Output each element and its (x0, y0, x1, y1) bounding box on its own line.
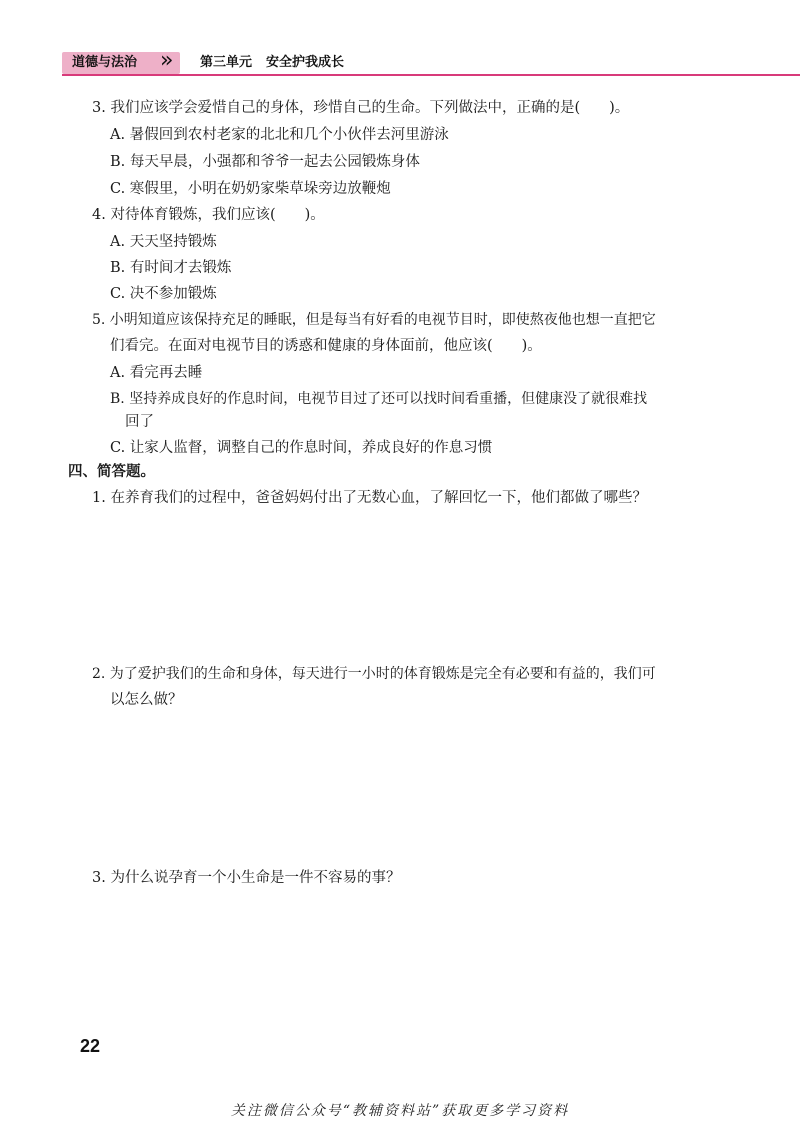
question-5-stem-line2: 们看完。在面对电视节目的诱惑和健康的身体面前，他应该( )。 (110, 338, 542, 354)
unit-heading (200, 53, 358, 73)
question-5-option-c: C. 让家人监督，调整自己的作息时间，养成良好的作息习惯 (110, 440, 493, 456)
page-number: 22 (80, 1036, 101, 1056)
question-5-option-a: A. 看完再去睡 (110, 365, 203, 381)
subject-tag: 道德与法治 (62, 52, 180, 74)
question-5-stem-line1: 5. 小明知道应该保持充足的睡眠，但是每当有好看的电视节目时，即使熬夜他也想一直把它 (92, 312, 656, 328)
unit-number: 第三单元 (200, 55, 253, 70)
question-4-stem: 4. 对待体育锻炼，我们应该( )。 (92, 207, 325, 223)
question-4-option-b: B. 有时间才去锻炼 (110, 260, 232, 276)
short-answer-1: 1. 在养育我们的过程中，爸爸妈妈付出了无数心血，了解回忆一下，他们都做了哪些？ (92, 490, 647, 506)
header-rule (62, 74, 800, 76)
question-5-option-b-line1: B. 坚持养成良好的作息时间，电视节目过了还可以找时间看重播，但健康没了就很难找 (110, 391, 648, 407)
unit-title: 安全护我成长 (266, 55, 345, 70)
section-4-title: 四、简答题。 (68, 464, 155, 480)
short-answer-2-line2: 以怎么做？ (110, 692, 183, 708)
question-3-option-c: C. 寒假里，小明在奶奶家柴草垛旁边放鞭炮 (110, 181, 391, 197)
question-5-option-b-line2: 回了 (125, 414, 154, 430)
short-answer-2-line1: 2. 为了爱护我们的生命和身体，每天进行一小时的体育锻炼是完全有必要和有益的，我们可 (92, 666, 656, 682)
question-3-option-a: A. 暑假回到农村老家的北北和几个小伙伴去河里游泳 (110, 127, 449, 143)
chevron-right-icon: » (160, 48, 168, 73)
footer-watermark: 关注微信公众号“教辅资料站”获取更多学习资料 (230, 1103, 570, 1119)
question-3-option-b: B. 每天早晨，小强都和爷爷一起去公园锻炼身体 (110, 154, 420, 170)
short-answer-3: 3. 为什么说孕育一个小生命是一件不容易的事？ (92, 870, 401, 886)
question-4-option-c: C. 决不参加锻炼 (110, 286, 217, 302)
question-4-option-a: A. 天天坚持锻炼 (110, 234, 217, 250)
page-header (62, 50, 800, 76)
question-3-stem: 3. 我们应该学会爱惜自己的身体，珍惜自己的生命。下列做法中，正确的是( )。 (92, 100, 630, 116)
